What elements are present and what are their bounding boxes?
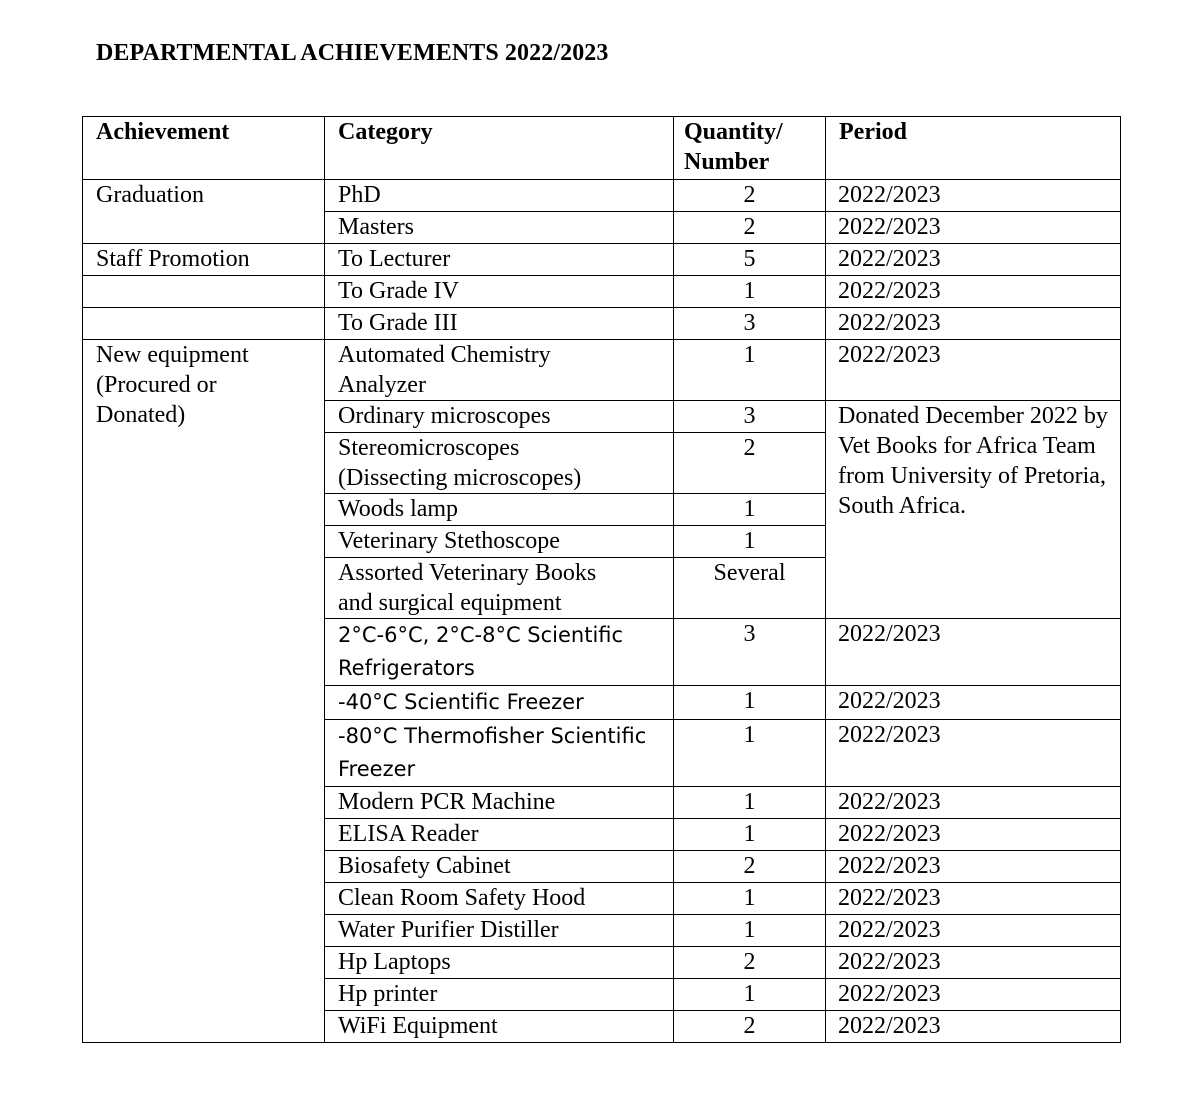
category-cell: Water Purifier Distiller [325, 915, 674, 947]
table-row [83, 244, 1121, 276]
achievement-staff-promotion: Staff Promotion [83, 244, 325, 276]
category-cell: Ordinary microscopes [325, 401, 674, 433]
category-cell: 2°C-6°C, 2°C-8°C Scientific Refrigerators [325, 619, 674, 686]
achievements-table [82, 116, 1121, 1043]
period-cell: 2022/2023 [826, 979, 1121, 1011]
quantity-cell: 2 [674, 180, 826, 212]
achievement-empty-cell [83, 308, 325, 340]
table-header-row [83, 117, 1121, 180]
achievement-graduation: Graduation [83, 180, 325, 244]
quantity-cell: Several [674, 558, 826, 619]
quantity-cell: 1 [674, 276, 826, 308]
quantity-cell: 1 [674, 526, 826, 558]
category-cell: Masters [325, 212, 674, 244]
category-cell: Biosafety Cabinet [325, 851, 674, 883]
period-cell: 2022/2023 [826, 819, 1121, 851]
achievement-empty-cell [83, 276, 325, 308]
period-cell: 2022/2023 [826, 619, 1121, 686]
document-title: DEPARTMENTAL ACHIEVEMENTS 2022/2023 [96, 40, 609, 66]
quantity-cell: 1 [674, 883, 826, 915]
header-quantity [674, 117, 826, 180]
category-cell: Clean Room Safety Hood [325, 883, 674, 915]
quantity-cell: 2 [674, 851, 826, 883]
category-cell: WiFi Equipment [325, 1011, 674, 1043]
category-cell: PhD [325, 180, 674, 212]
quantity-cell: 1 [674, 340, 826, 401]
table-row [83, 276, 1121, 308]
category-cell: Stereomicroscopes (Dissecting microscopes) [325, 433, 674, 494]
period-cell: 2022/2023 [826, 308, 1121, 340]
category-cell: Modern PCR Machine [325, 787, 674, 819]
header-achievement: Achievement [83, 117, 325, 180]
period-cell: 2022/2023 [826, 1011, 1121, 1043]
category-cell: To Grade IV [325, 276, 674, 308]
period-cell: 2022/2023 [826, 851, 1121, 883]
period-cell: 2022/2023 [826, 947, 1121, 979]
quantity-cell: 3 [674, 619, 826, 686]
quantity-cell: 2 [674, 433, 826, 494]
table-row [83, 308, 1121, 340]
quantity-cell: 3 [674, 308, 826, 340]
quantity-cell: 3 [674, 401, 826, 433]
period-cell: 2022/2023 [826, 276, 1121, 308]
table-row [83, 340, 1121, 401]
quantity-cell: 5 [674, 244, 826, 276]
quantity-cell: 1 [674, 979, 826, 1011]
period-cell: 2022/2023 [826, 883, 1121, 915]
quantity-cell: 1 [674, 819, 826, 851]
quantity-cell: 2 [674, 947, 826, 979]
category-cell: To Lecturer [325, 244, 674, 276]
header-period: Period [826, 117, 1121, 180]
period-cell: 2022/2023 [826, 244, 1121, 276]
category-cell: Woods lamp [325, 494, 674, 526]
period-cell: 2022/2023 [826, 720, 1121, 787]
category-cell: Veterinary Stethoscope [325, 526, 674, 558]
category-cell: Hp Laptops [325, 947, 674, 979]
category-cell: Automated Chemistry Analyzer [325, 340, 674, 401]
period-cell: 2022/2023 [826, 686, 1121, 720]
header-quantity-line1: Quantity/ [684, 119, 783, 145]
quantity-cell: 1 [674, 915, 826, 947]
table-row [83, 180, 1121, 212]
quantity-cell: 1 [674, 787, 826, 819]
quantity-cell: 1 [674, 720, 826, 787]
quantity-cell: 1 [674, 686, 826, 720]
achievement-new-equipment: New equipment (Procured or Donated) [83, 340, 325, 1043]
category-cell: ELISA Reader [325, 819, 674, 851]
period-cell: 2022/2023 [826, 915, 1121, 947]
quantity-cell: 1 [674, 494, 826, 526]
category-cell: Assorted Veterinary Books and surgical equipment [325, 558, 674, 619]
header-quantity-line2: Number [684, 149, 770, 175]
category-cell: To Grade III [325, 308, 674, 340]
period-cell: 2022/2023 [826, 212, 1121, 244]
category-cell: -80°C Thermofisher Scientific Freezer [325, 720, 674, 787]
header-category: Category [325, 117, 674, 180]
period-cell: 2022/2023 [826, 787, 1121, 819]
donation-note: Donated December 2022 by Vet Books for Africa Team from University of Pretoria, South Africa. [826, 401, 1121, 619]
period-cell: 2022/2023 [826, 180, 1121, 212]
category-cell: -40°C Scientific Freezer [325, 686, 674, 720]
quantity-cell: 2 [674, 1011, 826, 1043]
period-cell: 2022/2023 [826, 340, 1121, 401]
quantity-cell: 2 [674, 212, 826, 244]
category-cell: Hp printer [325, 979, 674, 1011]
